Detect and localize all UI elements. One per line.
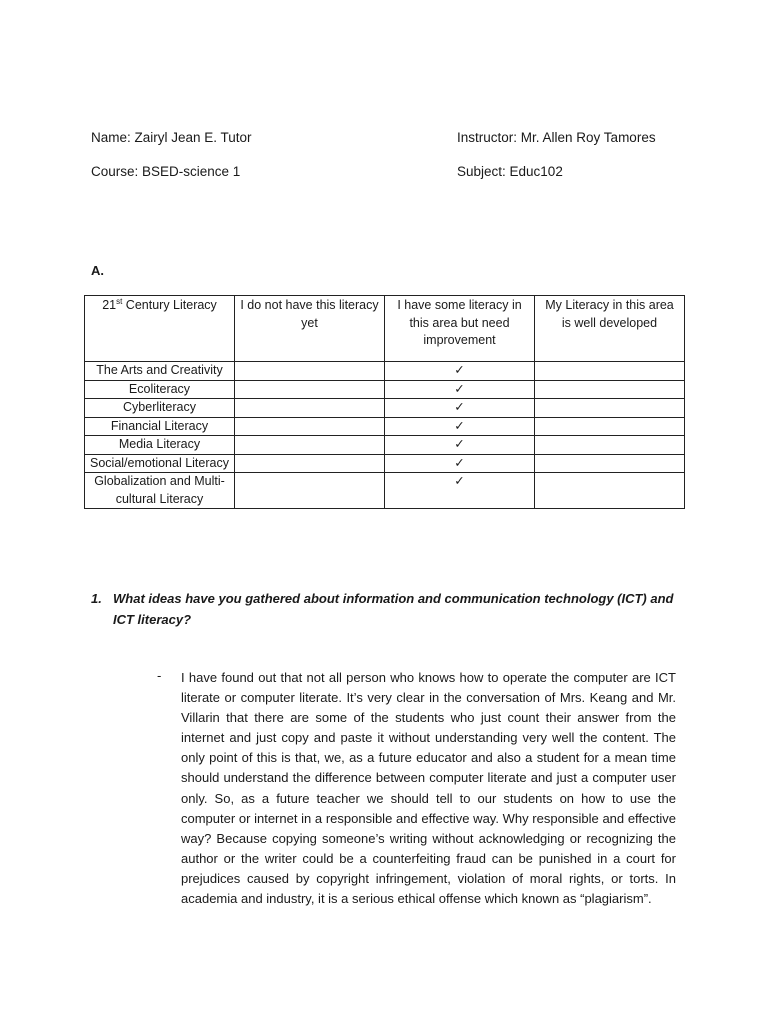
section-label: A. (91, 263, 104, 278)
answer-paragraph: I have found out that not all person who knows how to operate the computer are ICT literate or computer literate. It’s very clear in the conversation of Mrs. Keang and Mr. Villarin that there are some of the students who just count their answer from the internet and just copy and paste it without understanding very well the content. The only point of this is that, we, as a future educator and also a student for a mean time should understand the difference between computer literate and just a computer user only. So, as a future teacher we should tell to our students on how to use the computer or internet in a responsible and effective way. Why responsible and effective way? Because copying someone’s writing without acknowledging or recognizing the author or the writer could be a counterfeiting fraud can be punished in a court for prejudices caused by copyright infringement, violation of moral rights, or torts. In academia and industry, it is a serious ethical offense which known as “plagiarism”. (181, 670, 676, 907)
student-name: Name: Zairyl Jean E. Tutor (91, 130, 252, 145)
table-row (85, 362, 685, 381)
header-century-literacy: 21st Century Literacy (85, 296, 235, 362)
literacy-name: Globalization and Multi-cultural Literacy (85, 473, 235, 509)
header-no-literacy: I do not have this literacy yet (235, 296, 385, 362)
question-text: What ideas have you gathered about information and communication technology (ICT) and ICT literacy? (113, 591, 674, 627)
course-name: Course: BSED-science 1 (91, 164, 241, 179)
cell-well-developed (535, 436, 685, 455)
literacy-name: Media Literacy (85, 436, 235, 455)
check-mark-icon: ✓ (385, 454, 535, 473)
cell-no-literacy (235, 417, 385, 436)
table-row (85, 380, 685, 399)
cell-well-developed (535, 380, 685, 399)
question-1 (91, 588, 691, 630)
table-row (85, 454, 685, 473)
cell-well-developed (535, 454, 685, 473)
cell-well-developed (535, 473, 685, 509)
cell-well-developed (535, 362, 685, 381)
cell-well-developed (535, 399, 685, 418)
table-row (85, 473, 685, 509)
check-mark-icon: ✓ (385, 473, 535, 509)
check-mark-icon: ✓ (385, 399, 535, 418)
check-mark-icon: ✓ (385, 436, 535, 455)
table-row (85, 417, 685, 436)
cell-no-literacy (235, 380, 385, 399)
question-number: 1. (91, 591, 102, 606)
check-mark-icon: ✓ (385, 380, 535, 399)
literacy-name: Financial Literacy (85, 417, 235, 436)
literacy-table (84, 295, 685, 509)
check-mark-icon: ✓ (385, 362, 535, 381)
subject-name: Subject: Educ102 (457, 164, 563, 179)
literacy-name: Cyberliteracy (85, 399, 235, 418)
literacy-name: The Arts and Creativity (85, 362, 235, 381)
cell-well-developed (535, 417, 685, 436)
table-row (85, 436, 685, 455)
table-header-row (85, 296, 685, 362)
cell-no-literacy (235, 399, 385, 418)
literacy-name: Social/emotional Literacy (85, 454, 235, 473)
header-some-literacy: I have some literacy in this area but need improvement (385, 296, 535, 362)
check-mark-icon: ✓ (385, 417, 535, 436)
table-row (85, 399, 685, 418)
answer-bullet: - (157, 668, 162, 683)
instructor-name: Instructor: Mr. Allen Roy Tamores (457, 130, 656, 145)
header-well-developed: My Literacy in this area is well developed (535, 296, 685, 362)
cell-no-literacy (235, 454, 385, 473)
cell-no-literacy (235, 362, 385, 381)
literacy-name: Ecoliteracy (85, 380, 235, 399)
cell-no-literacy (235, 436, 385, 455)
cell-no-literacy (235, 473, 385, 509)
